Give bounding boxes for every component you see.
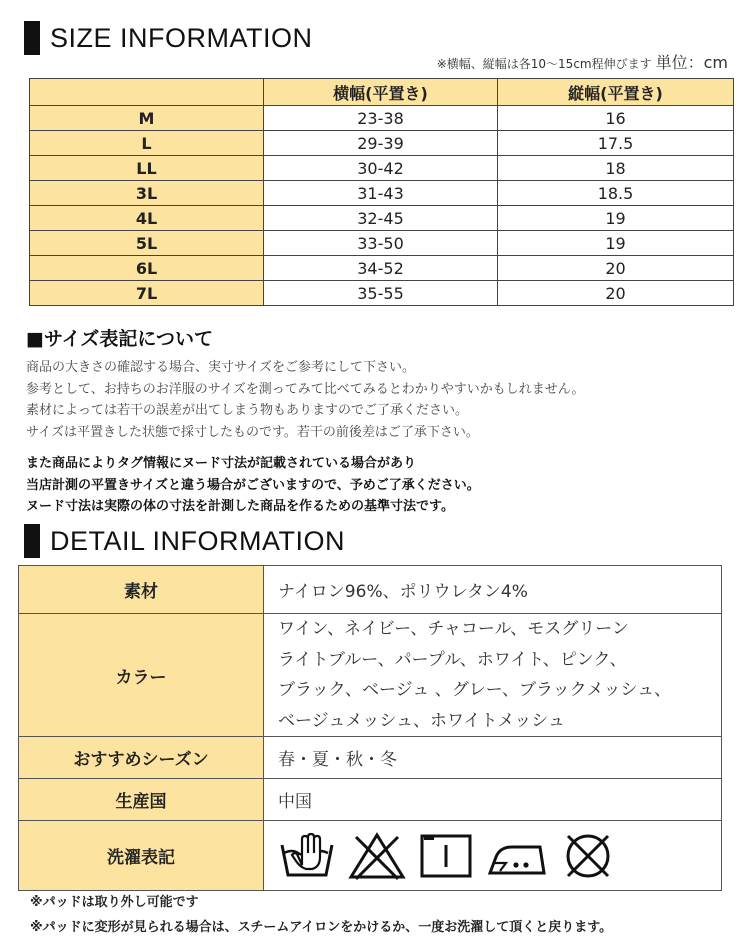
bold-note-line: ヌード寸法は実際の体の寸法を計測した商品を作るための基準寸法です。 — [26, 499, 454, 514]
detail-row-color — [19, 614, 722, 737]
detail-row-season — [19, 737, 722, 779]
no-bleach-icon — [348, 831, 406, 881]
size-note-line: 商品の大きさの確認する場合、実寸サイズをご参考にして下さい。 — [26, 360, 415, 375]
size-width: 31-43 — [264, 181, 498, 206]
detail-row-material — [19, 566, 722, 614]
size-width: 34-52 — [264, 256, 498, 281]
size-width: 35-55 — [264, 281, 498, 306]
size-height: 17.5 — [498, 131, 734, 156]
size-table — [29, 78, 734, 306]
detail-row-care — [19, 821, 722, 891]
header-bar-marker — [24, 21, 40, 55]
color-label: カラー — [19, 614, 264, 737]
table-row — [30, 181, 734, 206]
detail-row-origin — [19, 779, 722, 821]
color-line: ベージュメッシュ、ホワイトメッシュ — [278, 710, 565, 731]
low-iron-icon — [486, 831, 550, 881]
size-table-header-row — [30, 79, 734, 106]
size-label: 5L — [30, 231, 264, 256]
size-height: 18.5 — [498, 181, 734, 206]
size-label: L — [30, 131, 264, 156]
size-height: 19 — [498, 206, 734, 231]
size-height: 19 — [498, 231, 734, 256]
unit-label: 単位：cm — [655, 53, 728, 72]
table-row — [30, 156, 734, 181]
size-width: 29-39 — [264, 131, 498, 156]
size-label: 4L — [30, 206, 264, 231]
line-dry-icon — [418, 831, 474, 881]
bold-note-line: また商品によりタグ情報にヌード寸法が記載されている場合があり — [26, 456, 417, 471]
color-line: ワイン、ネイビー、チャコール、モスグリーン — [278, 619, 629, 639]
care-label: 洗濯表記 — [19, 821, 264, 891]
bold-note-line: 当店計測の平置きサイズと違う場合がございますので、予めご了承ください。 — [26, 477, 480, 493]
footnote-removable-pad: ※パッドは取り外し可能です — [30, 895, 199, 910]
size-notes-title: ■サイズ表記について — [26, 328, 214, 350]
hand-wash-icon — [278, 831, 336, 881]
size-note — [437, 50, 728, 73]
size-width: 30-42 — [264, 156, 498, 181]
detail-information-title: DETAIL INFORMATION — [50, 525, 346, 556]
header-bar-marker — [24, 524, 40, 558]
table-row — [30, 131, 734, 156]
size-height: 16 — [498, 106, 734, 131]
color-line: ブラック、ベージュ 、グレー、ブラックメッシュ、 — [278, 680, 672, 700]
table-row — [30, 256, 734, 281]
size-width: 33-50 — [264, 231, 498, 256]
color-value — [264, 614, 722, 737]
size-header-blank — [30, 79, 264, 106]
size-label: 6L — [30, 256, 264, 281]
size-note-line: サイズは平置きした状態で採寸したものです。若干の前後差はご了承下さい。 — [26, 424, 479, 440]
size-label: 3L — [30, 181, 264, 206]
size-label: LL — [30, 156, 264, 181]
size-information-title: SIZE INFORMATION — [50, 22, 313, 53]
size-height: 20 — [498, 281, 734, 306]
detail-information-header — [24, 523, 345, 559]
size-height: 18 — [498, 156, 734, 181]
season-label: おすすめシーズン — [19, 737, 264, 779]
table-row — [30, 206, 734, 231]
size-height: 20 — [498, 256, 734, 281]
origin-value: 中国 — [264, 779, 722, 821]
care-icons — [264, 821, 722, 891]
size-label: M — [30, 106, 264, 131]
season-value: 春・夏・秋・冬 — [264, 737, 722, 779]
size-notes-paragraph — [26, 357, 584, 443]
table-row — [30, 231, 734, 256]
size-header-height: 縦幅(平置き) — [498, 79, 734, 106]
footnote-pad-deformation: ※パッドに変形が見られる場合は、スチームアイロンをかけるか、一度お洗濯して頂くと戻ります。 — [30, 920, 613, 935]
origin-label: 生産国 — [19, 779, 264, 821]
size-note-line: 参考として、お持ちのお洋服のサイズを測ってみて比べてみるとわかりやすいかもしれません。 — [26, 381, 585, 397]
stretch-note: ※横幅、縦幅は各10〜15cm程伸びます — [436, 57, 652, 71]
table-row — [30, 281, 734, 306]
size-width: 23-38 — [264, 106, 498, 131]
size-information-header — [24, 20, 313, 56]
nude-size-notes — [26, 453, 480, 518]
size-note-line: 素材によっては若干の誤差が出てしまう物もありますのでご了承ください。 — [26, 403, 469, 418]
material-label: 素材 — [19, 566, 264, 614]
no-dry-clean-icon — [562, 831, 614, 881]
table-row — [30, 106, 734, 131]
size-header-width: 横幅(平置き) — [264, 79, 498, 106]
size-width: 32-45 — [264, 206, 498, 231]
color-line: ライトブルー、パープル、ホワイト、ピンク、 — [278, 649, 627, 670]
detail-table — [18, 565, 722, 891]
size-label: 7L — [30, 281, 264, 306]
material-value: ナイロン96%、ポリウレタン4% — [264, 566, 722, 614]
